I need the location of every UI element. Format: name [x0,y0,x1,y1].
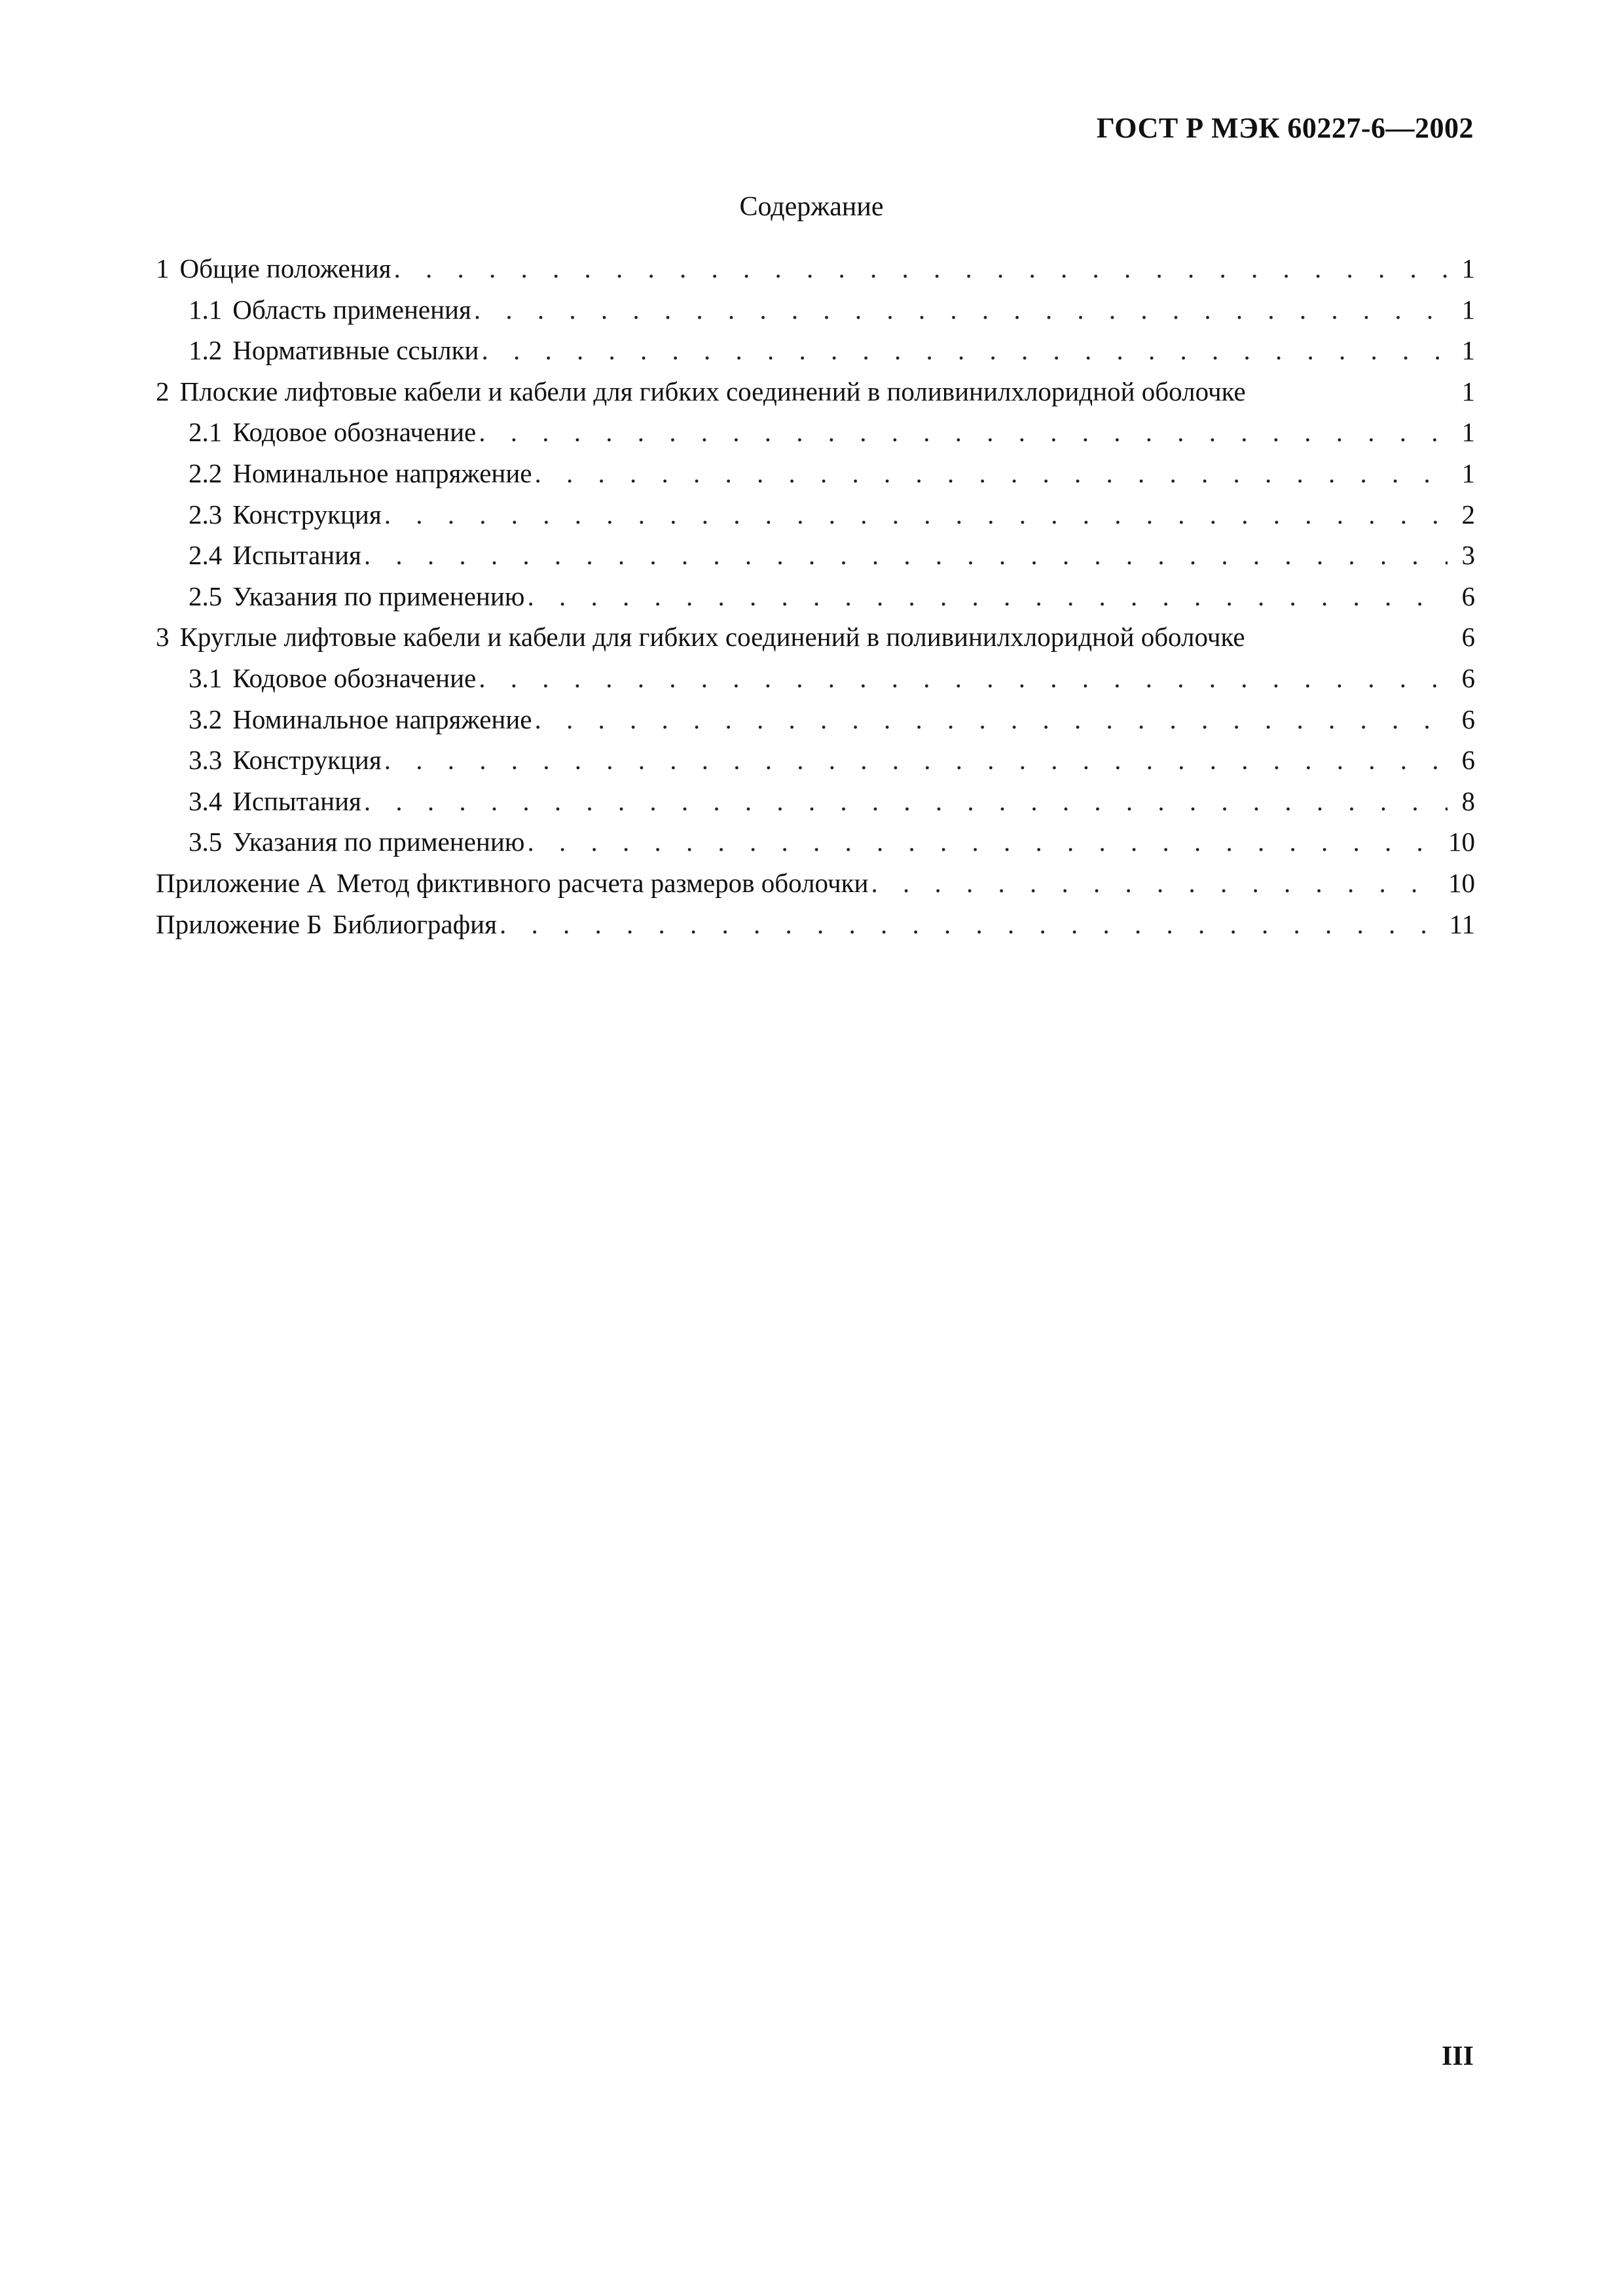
toc-entry[interactable] [156,620,1475,662]
toc-entry-number: 3 [156,622,170,653]
toc-entry-number: 2.3 [189,499,223,529]
toc-entry-page: 1 [1461,294,1475,325]
standard-designation: ГОСТ Р МЭК 60227-6—2002 [1096,112,1474,144]
toc-entry-page: 2 [1461,499,1475,529]
toc-title: Содержание [739,192,884,222]
toc-entry-page: 11 [1449,908,1475,939]
toc-entry[interactable] [156,662,1475,703]
toc-entry-number: 2.5 [189,581,223,611]
toc-entry-number: 2 [156,376,170,406]
toc-entry-page: 3 [1461,540,1475,571]
dot-leader [394,252,1448,285]
toc-entry-number: 3.4 [189,785,223,816]
toc-entry-page: 6 [1461,581,1475,611]
toc-entry-number: 3.2 [189,704,223,734]
toc-entry-page: 6 [1461,662,1475,693]
toc-entry[interactable] [156,498,1475,539]
toc-entry-title: Конструкция [232,499,382,529]
toc-entry-page: 1 [1461,417,1475,448]
toc-entry[interactable] [156,867,1475,908]
toc-entry-title: Общие положения [179,253,392,283]
toc-entry-page: 8 [1461,785,1475,816]
toc-entry-title: Конструкция [232,745,382,776]
toc-entry-page: 6 [1461,704,1475,734]
toc-entry-page: 1 [1461,335,1475,366]
dot-leader [500,908,1444,941]
toc-entry-number: 1 [156,253,170,283]
dot-leader [364,539,1448,571]
dot-leader [364,785,1448,817]
toc-entry-title: Плоские лифтовые кабели и кабели для гибких соединений в поливинилхлоридной оболочке [179,376,1246,406]
toc-entry-number: 3.5 [189,827,223,857]
toc-entry-page: 6 [1461,622,1475,653]
toc-entry-page: 6 [1461,745,1475,776]
dot-leader [527,825,1443,858]
toc-entry-title: Кодовое обозначение [232,662,477,693]
dot-leader [871,867,1443,899]
toc-entry-number: 2.1 [189,417,223,448]
toc-entry-number: 3.3 [189,745,223,776]
toc-entry-title: Указания по применению [232,827,525,857]
toc-entry[interactable] [156,785,1475,826]
toc-entry[interactable] [156,375,1475,416]
toc-entry[interactable] [156,539,1475,580]
toc-entry-title: Круглые лифтовые кабели и кабели для гибких соединений в поливинилхлоридной оболочке [179,622,1245,653]
toc-entry-number: Приложение А [156,867,326,898]
toc-entry-page: 1 [1461,457,1475,488]
dot-leader [534,703,1448,736]
toc-entry[interactable] [156,580,1475,621]
toc-entry-title: Испытания [232,785,361,816]
toc-entry-page: 10 [1448,867,1475,898]
toc-entry[interactable] [156,744,1475,785]
toc-entry-title: Библиография [332,908,497,939]
toc-entry-title: Номинальное напряжение [232,457,532,488]
dot-leader [474,293,1448,326]
dot-leader [479,662,1448,694]
toc-entry-title: Испытания [232,540,361,571]
toc-entry-number: Приложение Б [156,908,322,939]
toc-entry-page: 10 [1448,827,1475,857]
dot-leader [534,457,1448,490]
toc-entry-title: Указания по применению [232,581,525,611]
toc-entry-number: 3.1 [189,662,223,693]
toc-entry[interactable] [156,908,1475,949]
toc-entry-title: Номинальное напряжение [232,704,532,734]
dot-leader [479,416,1448,448]
toc-entry-page: 1 [1461,376,1475,406]
toc-entry[interactable] [156,293,1475,334]
toc-entry[interactable] [156,252,1475,293]
dot-leader [527,580,1448,613]
toc-entry[interactable] [156,457,1475,498]
toc-entry-title: Кодовое обозначение [232,417,477,448]
toc-entry-number: 1.2 [189,335,223,366]
dot-leader [384,498,1448,531]
toc-entry-number: 2.4 [189,540,223,571]
toc-entry[interactable] [156,825,1475,867]
toc-entry-title: Область применения [232,294,471,325]
toc-entry[interactable] [156,703,1475,744]
toc-entry-number: 2.2 [189,457,223,488]
table-of-contents [156,252,1475,948]
toc-entry[interactable] [156,334,1475,375]
dot-leader [481,334,1448,367]
dot-leader [384,744,1448,776]
toc-entry-title: Нормативные ссылки [232,335,479,366]
page-number: III [1441,2041,1474,2072]
toc-entry-page: 1 [1461,253,1475,283]
toc-entry-number: 1.1 [189,294,223,325]
toc-entry[interactable] [156,416,1475,457]
toc-entry-title: Метод фиктивного расчета размеров оболочки [336,867,869,898]
